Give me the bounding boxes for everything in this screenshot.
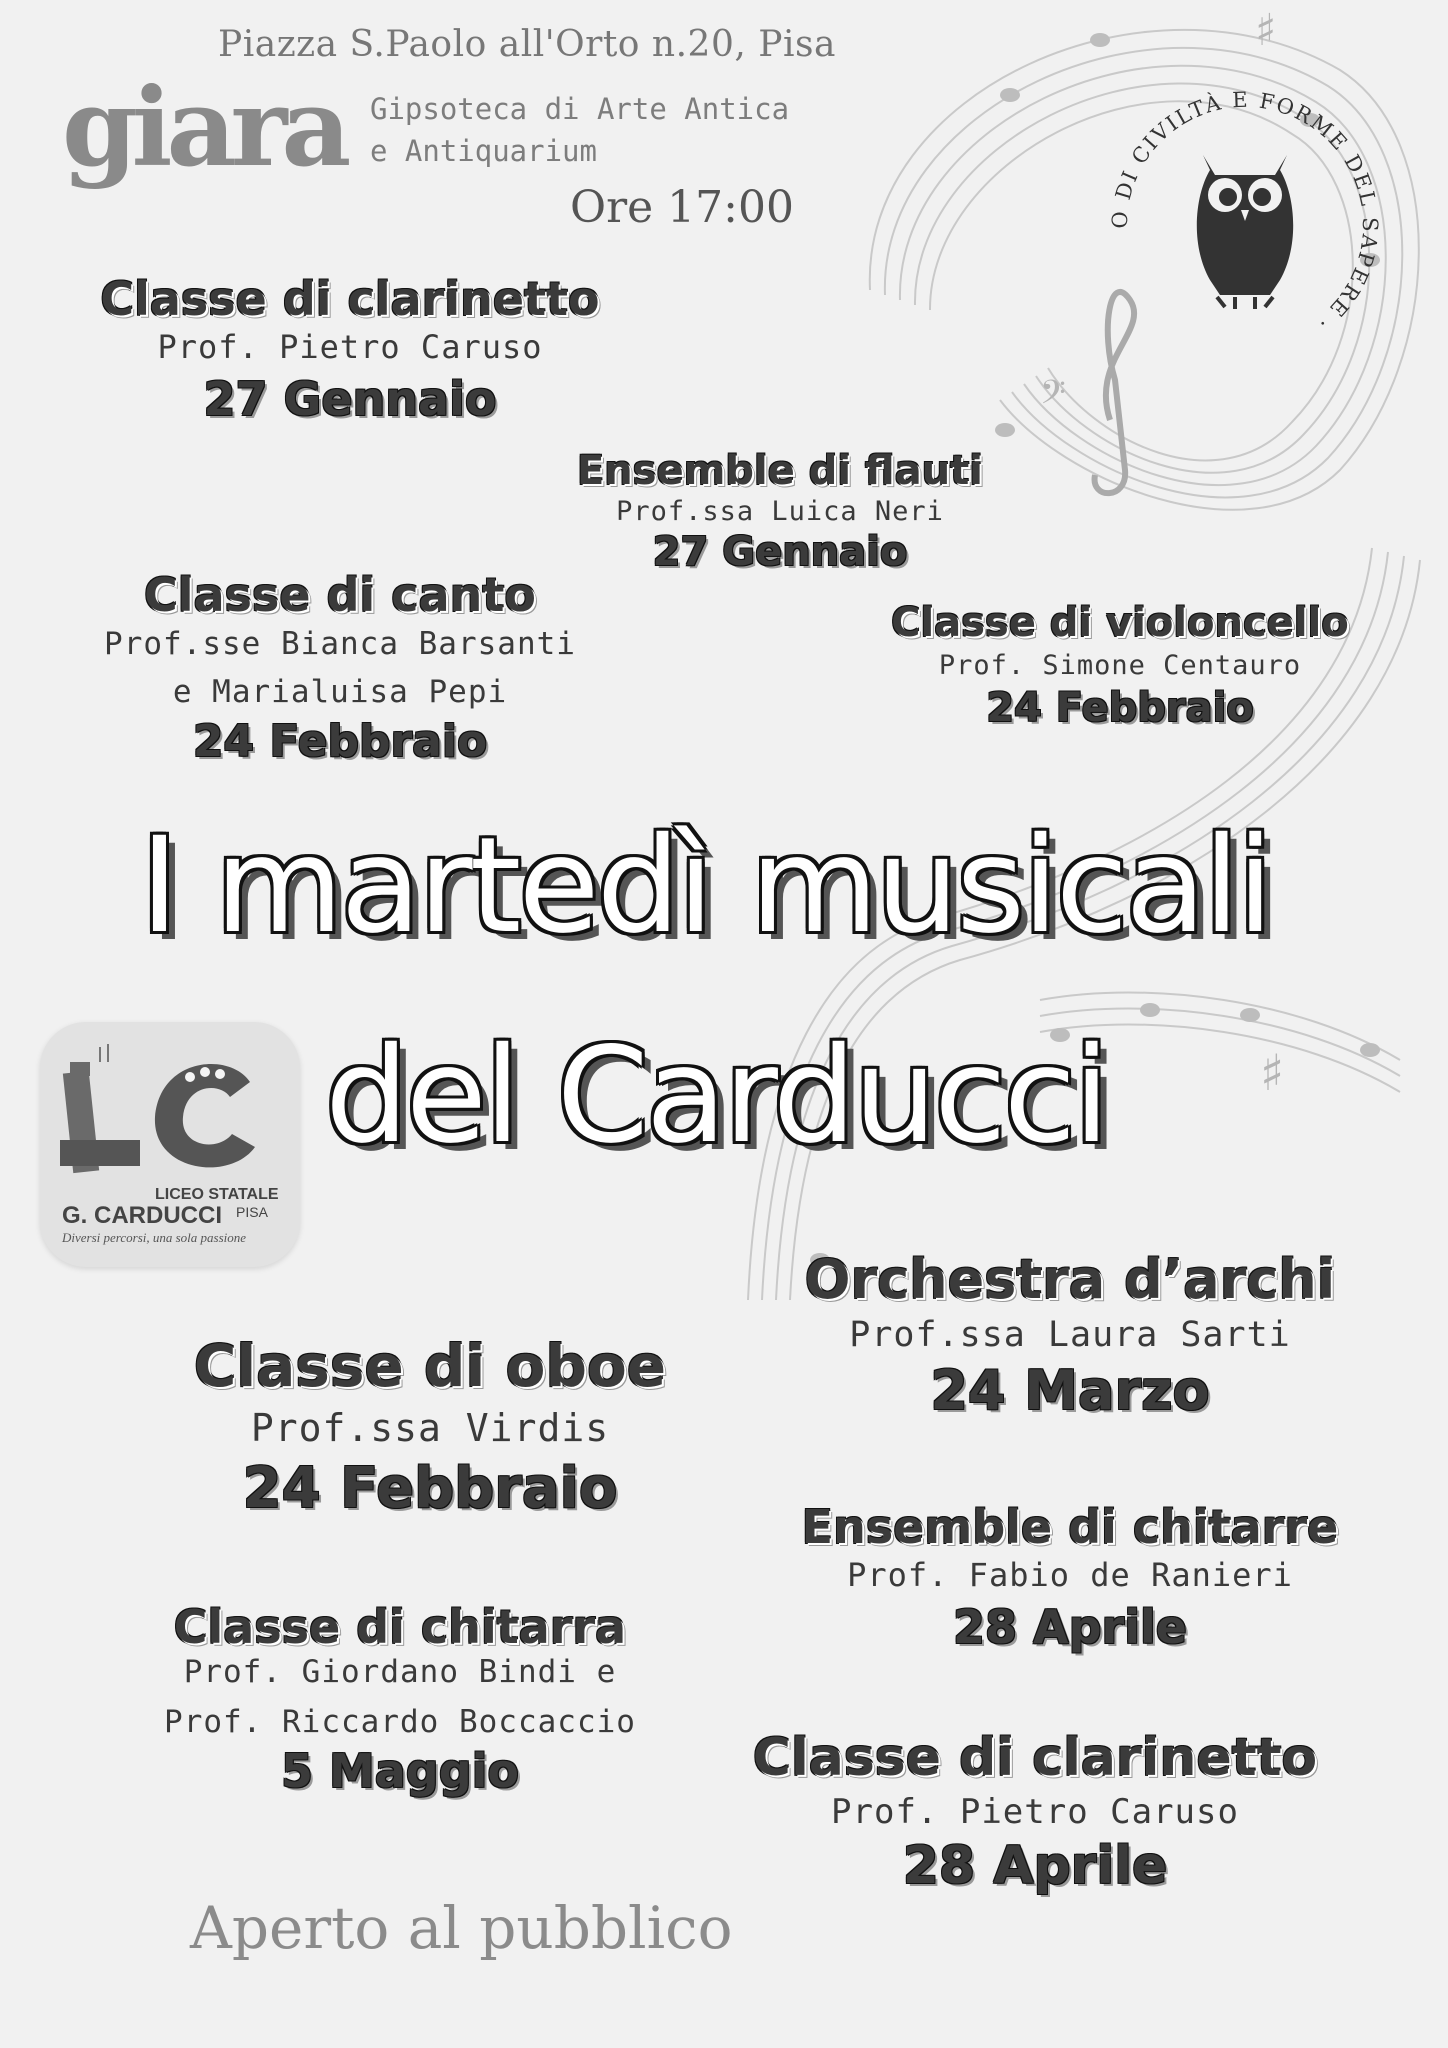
event-title: Orchestra d’archi (804, 1248, 1336, 1311)
event-date: 24 Marzo (930, 1359, 1210, 1422)
venue-line-1: Gipsoteca di Arte Antica (370, 92, 790, 126)
school-city: PISA (236, 1204, 268, 1220)
event-professor: Prof. Pietro Caruso (157, 328, 543, 366)
event-professor: Prof.ssa Virdis (250, 1406, 610, 1450)
venue-subtitle (370, 88, 789, 172)
school-type: LICEO STATALE (155, 1186, 279, 1203)
event-title: Classe di clarinetto (752, 1728, 1318, 1788)
event-cello (880, 600, 1360, 731)
event-professor: Prof. Fabio de Ranieri (847, 1556, 1293, 1594)
main-title-line-2: del Carducci (325, 1019, 1107, 1173)
open-to-public-note: Aperto al pubblico (190, 1894, 733, 1962)
owl-icon (1197, 155, 1293, 309)
event-clarinet-1 (70, 272, 630, 426)
event-clarinet-2 (735, 1728, 1335, 1896)
school-emblem-icon (40, 1022, 300, 1182)
event-professor: Prof. Giordano Bindi e (183, 1654, 617, 1690)
school-name: G. CARDUCCI (62, 1202, 222, 1229)
venue-line-2: e Antiquarium (370, 134, 597, 168)
event-flutes (560, 448, 1000, 575)
event-date: 28 Aprile (902, 1836, 1168, 1896)
event-date: 27 Gennaio (652, 529, 908, 575)
event-professor: Prof. Riccardo Boccaccio (164, 1704, 636, 1740)
event-professor: Prof.ssa Laura Sarti (849, 1315, 1291, 1355)
event-title: Classe di oboe (193, 1332, 667, 1400)
event-title: Classe di violoncello (891, 600, 1349, 646)
school-motto: Diversi percorsi, una sola passione (62, 1230, 247, 1245)
event-date: 27 Gennaio (203, 372, 497, 426)
svg-text:𝄢: 𝄢 (1040, 374, 1066, 420)
giara-logo: giara (62, 65, 346, 191)
event-date: 28 Aprile (953, 1600, 1187, 1654)
svg-text:♯: ♯ (1255, 5, 1277, 56)
department-seal (1095, 75, 1395, 375)
event-oboe (150, 1332, 710, 1521)
event-title: Ensemble di chitarre (801, 1500, 1339, 1554)
event-date: 5 Maggio (280, 1744, 520, 1798)
svg-text:♯: ♯ (1260, 1044, 1285, 1102)
school-logo (40, 1022, 300, 1267)
start-time: Ore 17:00 (570, 182, 794, 233)
event-title: Ensemble di flauti (576, 448, 984, 494)
event-guitar-ensemble (760, 1500, 1380, 1654)
event-strings-orchestra (760, 1248, 1380, 1422)
venue-address: Piazza S.Paolo all'Orto n.20, Pisa (218, 24, 836, 65)
event-professor: Prof.sse Bianca Barsanti (104, 626, 576, 662)
event-professor: Prof. Pietro Caruso (831, 1792, 1239, 1832)
event-professor: e Marialuisa Pepi (172, 674, 508, 710)
event-date: 24 Febbraio (242, 1456, 618, 1521)
event-title: Classe di canto (144, 568, 536, 622)
seal-text: O DI CIVILTÀ E FORME DEL SAPERE · (1107, 87, 1383, 336)
event-title: Classe di chitarra (173, 1600, 627, 1654)
main-title-line-1: I martedì musicali (140, 809, 1271, 963)
event-guitar-class (120, 1600, 680, 1798)
event-title: Classe di clarinetto (100, 272, 600, 326)
event-singing (60, 568, 620, 767)
event-date: 24 Febbraio (192, 716, 488, 767)
event-professor: Prof. Simone Centauro (938, 650, 1302, 681)
event-date: 24 Febbraio (986, 685, 1254, 731)
event-professor: Prof.ssa Luica Neri (616, 496, 944, 527)
